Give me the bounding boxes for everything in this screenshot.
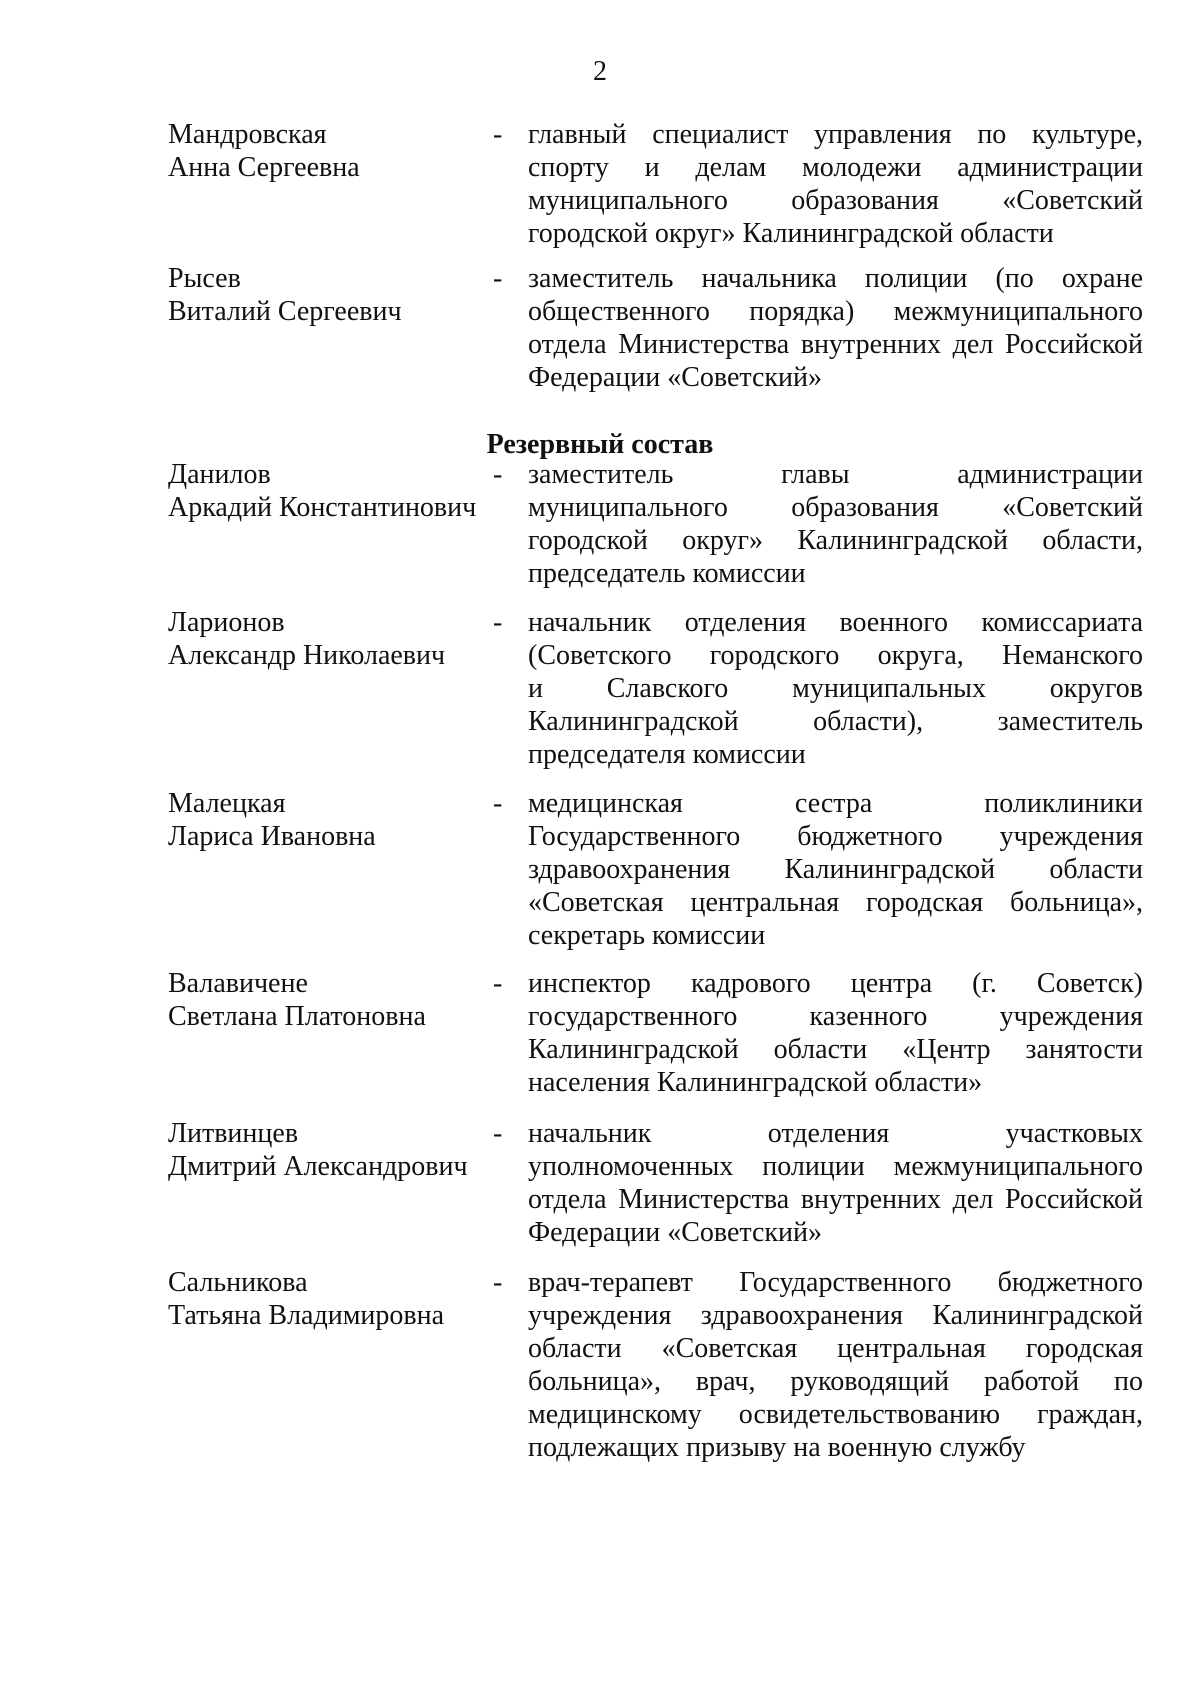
- member-name: [168, 118, 488, 184]
- position-line: населения Калининградской области»: [528, 1067, 983, 1098]
- member-surname: Малецкая: [168, 788, 286, 819]
- member-position: [528, 458, 1143, 590]
- position-line: Государственного бюджетного учреждения: [528, 821, 1143, 852]
- position-line: председатель комиссии: [528, 558, 806, 589]
- position-line: больница», врач, руководящий работой по: [528, 1366, 1143, 1397]
- member-given-names: Татьяна Владимировна: [168, 1300, 445, 1331]
- position-line: подлежащих призыву на военную службу: [528, 1432, 1026, 1463]
- dash-separator: -: [493, 119, 503, 150]
- member-name: [168, 1117, 488, 1183]
- member-surname: Данилов: [168, 459, 271, 490]
- member-surname: Ларионов: [168, 607, 285, 638]
- member-position: [528, 787, 1143, 952]
- position-line: муниципального образования «Советский: [528, 185, 1143, 216]
- member-position: [528, 1266, 1143, 1464]
- dash-separator: -: [493, 1118, 503, 1149]
- member-given-names: Александр Николаевич: [168, 640, 446, 671]
- dash-separator: -: [493, 968, 503, 999]
- position-line: и Славского муниципальных округов: [528, 673, 1143, 704]
- section-heading: Резервный состав: [486, 429, 714, 460]
- page-number: 2: [593, 56, 607, 87]
- position-line: главный специалист управления по культуре,: [528, 119, 1143, 150]
- position-line: отдела Министерства внутренних дел Российской: [528, 1184, 1143, 1215]
- position-line: медицинская сестра поликлиники: [528, 788, 1143, 819]
- position-line: начальник отделения военного комиссариата: [528, 607, 1143, 638]
- member-given-names: Лариса Ивановна: [168, 821, 376, 852]
- member-name: [168, 458, 488, 524]
- position-line: муниципального образования «Советский: [528, 492, 1143, 523]
- dash-separator: -: [493, 607, 503, 638]
- position-line: Федерации «Советский»: [528, 362, 822, 393]
- position-line: уполномоченных полиции межмуниципального: [528, 1151, 1143, 1182]
- position-line: инспектор кадрового центра (г. Советск): [528, 968, 1143, 999]
- position-line: Калининградской области), заместитель: [528, 706, 1143, 737]
- position-line: «Советская центральная городская больница»,: [528, 887, 1143, 918]
- position-line: секретарь комиссии: [528, 920, 766, 951]
- member-position: [528, 967, 1143, 1099]
- position-line: городской округ» Калининградской области,: [528, 525, 1143, 556]
- member-position: [528, 262, 1143, 394]
- member-surname: Валавичене: [168, 968, 308, 999]
- position-line: государственного казенного учреждения: [528, 1001, 1143, 1032]
- member-surname: Рысев: [168, 263, 241, 294]
- position-line: заместитель главы администрации: [528, 459, 1143, 490]
- member-name: [168, 606, 488, 672]
- member-given-names: Светлана Платоновна: [168, 1001, 426, 1032]
- dash-separator: -: [493, 1267, 503, 1298]
- member-name: [168, 787, 488, 853]
- member-position: [528, 606, 1143, 771]
- member-name: [168, 1266, 488, 1332]
- position-line: Калининградской области «Центр занятости: [528, 1034, 1143, 1065]
- member-position: [528, 1117, 1143, 1249]
- member-given-names: Аркадий Константинович: [168, 492, 477, 523]
- member-given-names: Дмитрий Александрович: [168, 1151, 468, 1182]
- member-position: [528, 118, 1143, 250]
- position-line: отдела Министерства внутренних дел Российской: [528, 329, 1143, 360]
- position-line: заместитель начальника полиции (по охране: [528, 263, 1143, 294]
- position-line: председателя комиссии: [528, 739, 806, 770]
- position-line: спорту и делам молодежи администрации: [528, 152, 1143, 183]
- dash-separator: -: [493, 788, 503, 819]
- position-line: городской округ» Калининградской области: [528, 218, 1054, 249]
- position-line: (Советского городского округа, Неманского: [528, 640, 1143, 671]
- dash-separator: -: [493, 263, 503, 294]
- position-line: общественного порядка) межмуниципального: [528, 296, 1143, 327]
- position-line: учреждения здравоохранения Калининградской: [528, 1300, 1143, 1331]
- member-given-names: Виталий Сергеевич: [168, 296, 402, 327]
- member-name: [168, 967, 488, 1033]
- member-surname: Сальникова: [168, 1267, 308, 1298]
- dash-separator: -: [493, 459, 503, 490]
- position-line: врач-терапевт Государственного бюджетного: [528, 1267, 1143, 1298]
- member-surname: Литвинцев: [168, 1118, 299, 1149]
- position-line: Федерации «Советский»: [528, 1217, 822, 1248]
- position-line: здравоохранения Калининградской области: [528, 854, 1143, 885]
- member-surname: Мандровская: [168, 119, 327, 150]
- position-line: медицинскому освидетельствованию граждан,: [528, 1399, 1143, 1430]
- member-name: [168, 262, 488, 328]
- position-line: области «Советская центральная городская: [528, 1333, 1143, 1364]
- member-given-names: Анна Сергеевна: [168, 152, 360, 183]
- position-line: начальник отделения участковых: [528, 1118, 1143, 1149]
